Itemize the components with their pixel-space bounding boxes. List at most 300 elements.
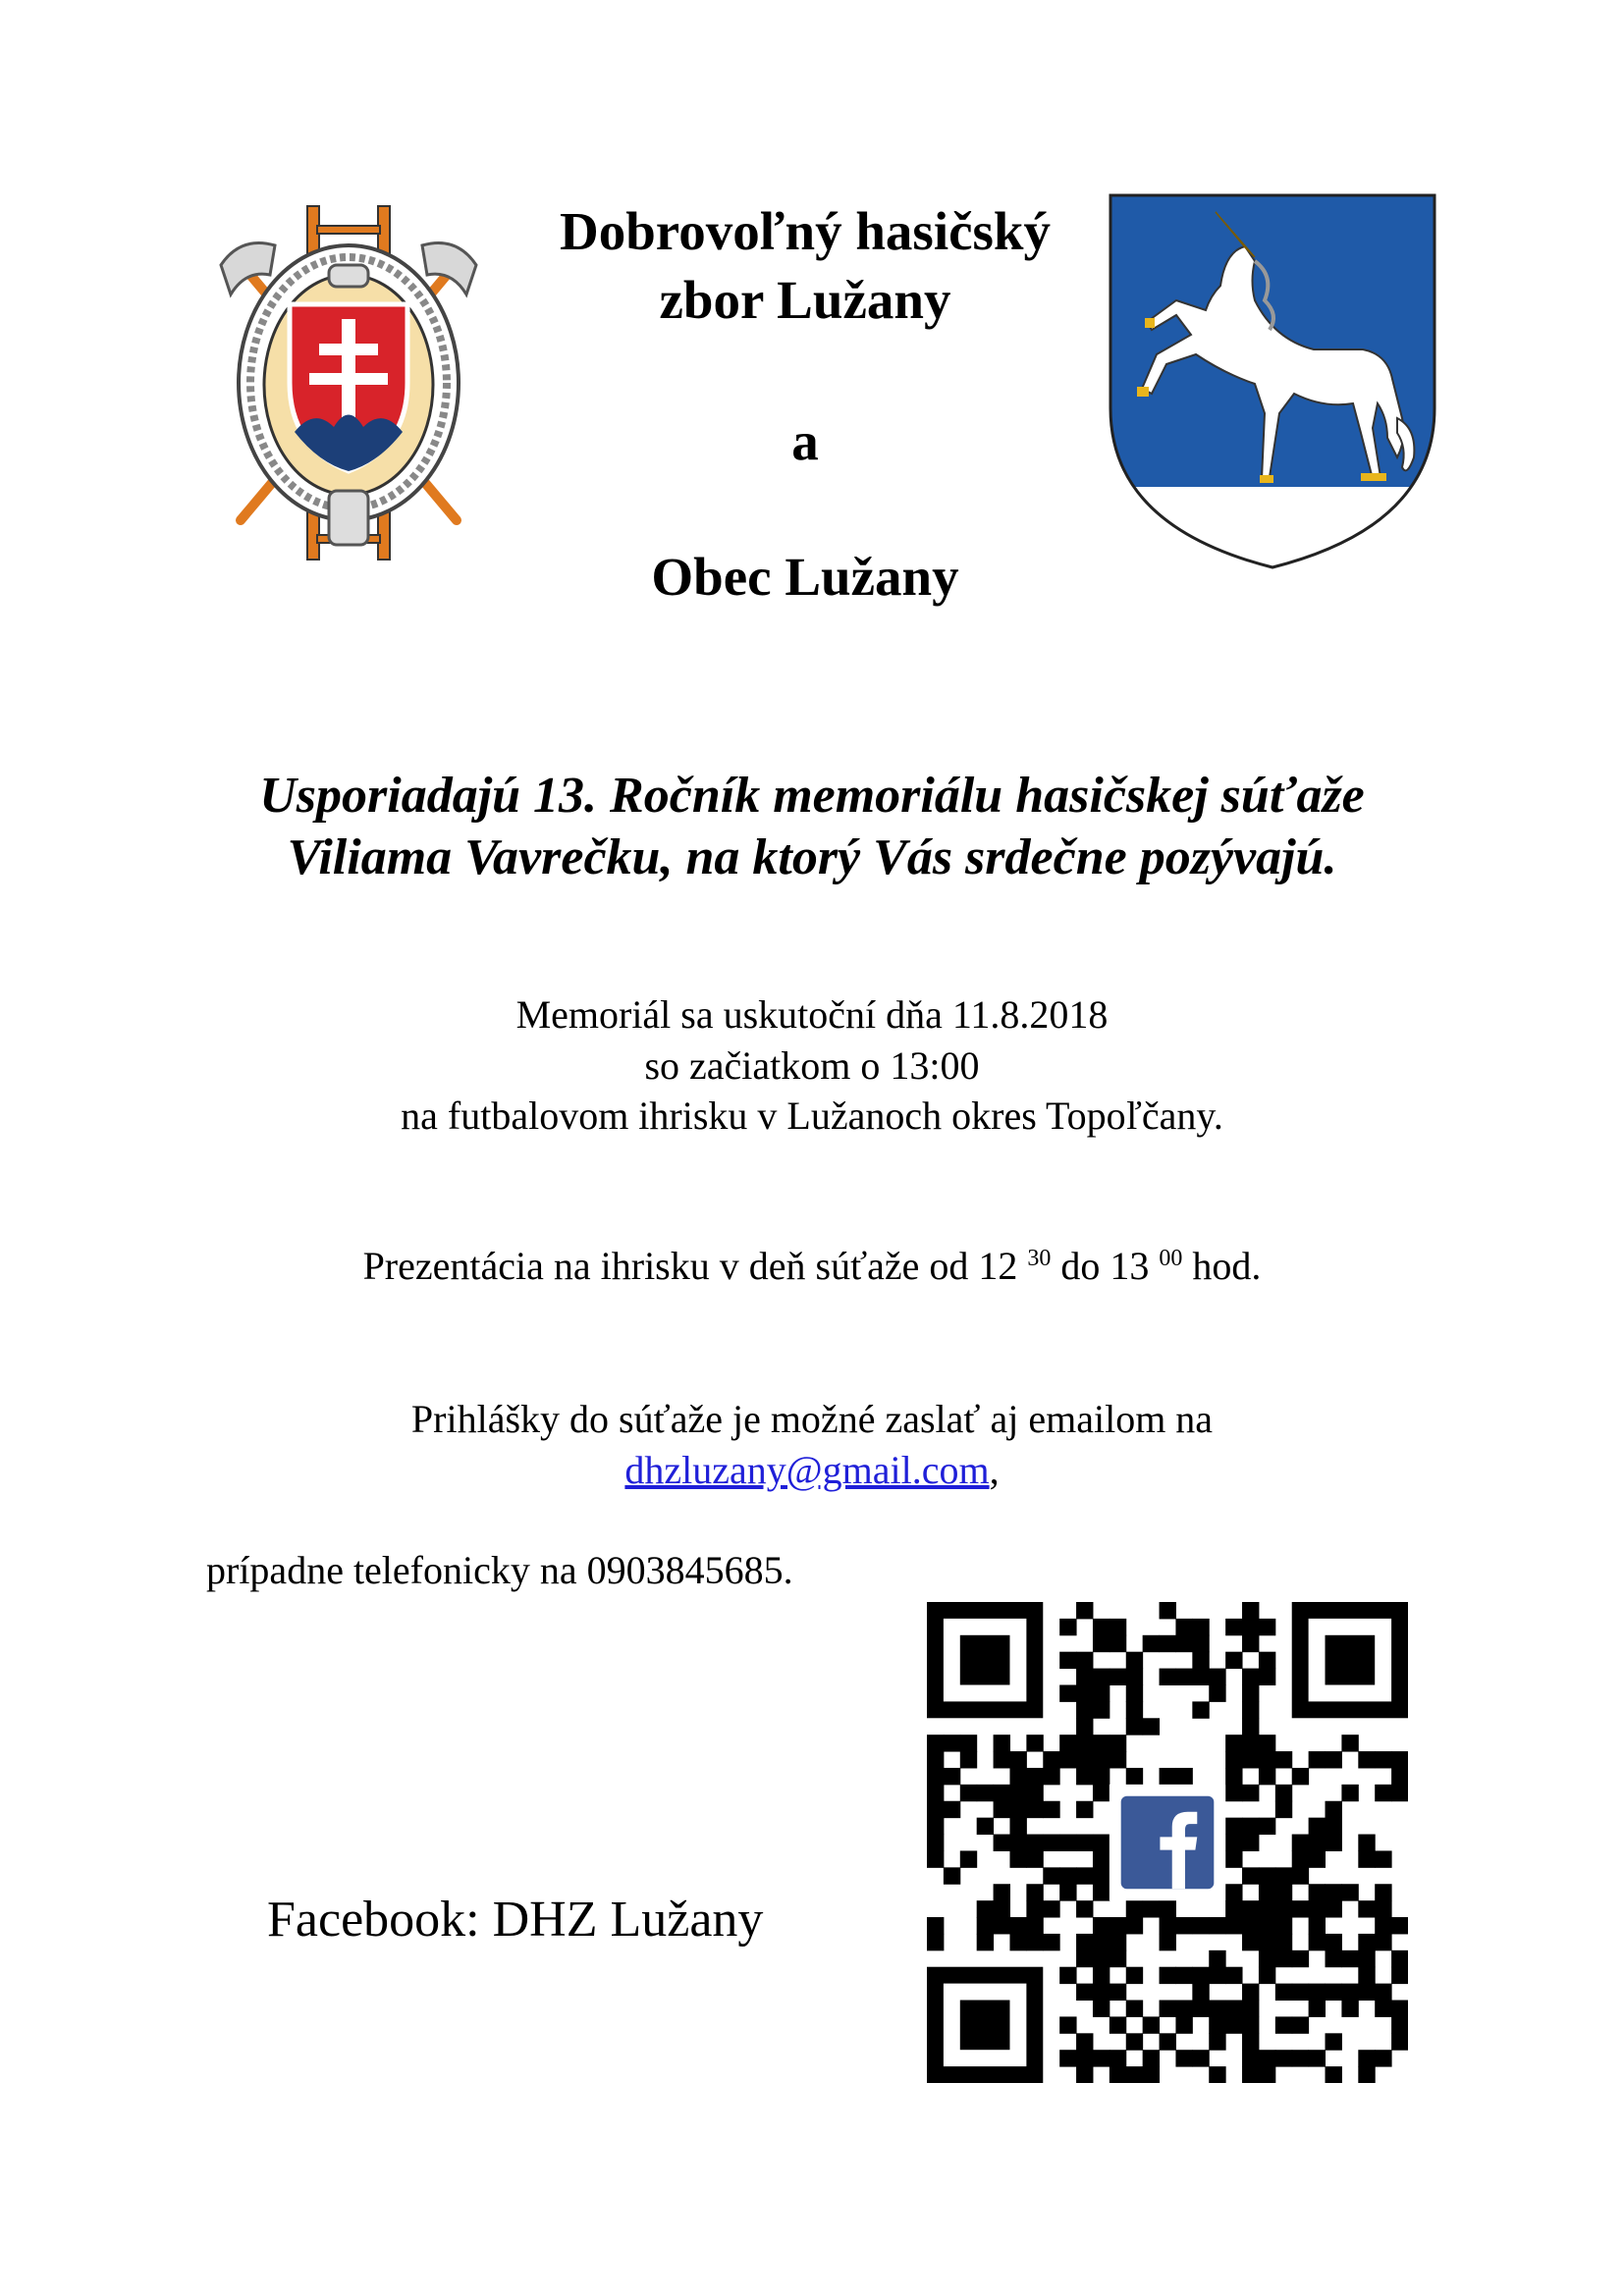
qr-module — [977, 1818, 994, 1835]
qr-module — [1275, 1950, 1292, 1967]
qr-module — [1009, 1768, 1026, 1785]
qr-module — [1009, 1850, 1026, 1867]
qr-module — [1259, 1917, 1275, 1934]
qr-module — [960, 1850, 977, 1867]
qr-module — [1126, 2001, 1143, 2017]
qr-module — [1076, 2050, 1093, 2066]
qr-module — [960, 1785, 977, 1801]
qr-module — [1275, 1884, 1292, 1900]
qr-module — [1242, 1835, 1259, 1851]
qr-module — [927, 1818, 944, 1835]
qr-module — [1175, 2001, 1192, 2017]
qr-module — [1076, 1602, 1093, 1619]
qr-module — [977, 1917, 994, 1934]
qr-module — [1358, 1850, 1375, 1867]
qr-module — [1242, 2016, 1259, 2033]
qr-module — [1309, 1835, 1326, 1851]
memorial-start-time: so začiatkom o 13:00 — [644, 1043, 980, 1088]
qr-module — [1192, 1967, 1209, 1984]
qr-module — [1026, 1850, 1043, 1867]
qr-module — [994, 1835, 1010, 1851]
qr-module — [994, 1884, 1010, 1900]
qr-module — [1225, 1735, 1242, 1751]
qr-module — [1326, 1751, 1342, 1768]
qr-module — [1009, 1785, 1026, 1801]
email-link[interactable]: dhzluzany@gmail.com — [624, 1448, 990, 1492]
qr-module — [1160, 1635, 1176, 1652]
qr-module — [1341, 2001, 1358, 2017]
qr-module — [1175, 2016, 1192, 2033]
qr-module — [977, 1900, 994, 1917]
qr-module — [1160, 1917, 1176, 1934]
qr-module — [994, 1917, 1010, 1934]
qr-module — [1209, 2033, 1225, 2050]
qr-module — [1309, 1900, 1326, 1917]
qr-module — [1326, 1835, 1342, 1851]
qr-module — [1026, 1934, 1043, 1950]
heading-line-1: Dobrovoľný hasičský — [559, 201, 1052, 261]
qr-module — [1225, 1967, 1242, 1984]
qr-module — [1143, 1718, 1160, 1735]
facebook-logo-icon — [1110, 1785, 1225, 1900]
qr-module — [1093, 1867, 1110, 1884]
qr-module — [1093, 1850, 1110, 1867]
qr-module — [1059, 1652, 1076, 1669]
qr-module — [1242, 1867, 1259, 1884]
qr-module — [1026, 1884, 1043, 1900]
qr-module — [1391, 1967, 1408, 1984]
qr-module — [1375, 1785, 1391, 1801]
qr-module — [1126, 1768, 1143, 1785]
memorial-date: Memoriál sa uskutoční dňa 11.8.2018 — [515, 992, 1109, 1037]
qr-finder-pattern — [927, 1602, 1043, 1718]
qr-module — [1242, 1818, 1259, 1835]
qr-module — [1076, 1701, 1093, 1718]
qr-module — [1242, 2050, 1259, 2066]
registration-info: Prihlášky do súťaže je možné zaslať aj emailom na — [410, 1397, 1214, 1441]
qr-module — [1259, 1967, 1275, 1984]
presentation-time — [147, 1244, 1477, 1288]
qr-module — [1076, 1735, 1093, 1751]
qr-module — [1275, 1917, 1292, 1934]
qr-module — [1110, 1735, 1126, 1751]
qr-module — [1076, 1669, 1093, 1685]
qr-module — [1192, 2001, 1209, 2017]
qr-module — [1275, 1785, 1292, 1801]
qr-module — [1043, 1801, 1059, 1818]
presentation-sup-a: 30 — [1027, 1246, 1052, 1271]
qr-module — [1175, 1768, 1192, 1785]
qr-module — [1110, 1934, 1126, 1950]
qr-module — [1093, 2001, 1110, 2017]
qr-module — [1175, 1967, 1192, 1984]
qr-module — [1160, 1967, 1176, 1984]
qr-module — [1126, 1900, 1143, 1917]
qr-module — [927, 1768, 944, 1785]
qr-module — [1259, 1900, 1275, 1917]
qr-module — [1026, 1835, 1043, 1851]
qr-module — [1009, 1835, 1026, 1851]
qr-module — [1292, 1900, 1309, 1917]
qr-module — [1175, 1619, 1192, 1635]
qr-module — [1259, 1884, 1275, 1900]
qr-module — [1341, 1984, 1358, 2001]
qr-module — [927, 1934, 944, 1950]
qr-module — [1076, 1934, 1093, 1950]
qr-module — [1126, 1967, 1143, 1984]
qr-module — [1175, 1669, 1192, 1685]
qr-module — [994, 1900, 1010, 1917]
qr-module — [1026, 1735, 1043, 1751]
qr-module — [1192, 1635, 1209, 1652]
qr-module — [1043, 1835, 1059, 1851]
qr-module — [1175, 1917, 1192, 1934]
qr-module — [1292, 2050, 1309, 2066]
qr-module — [1110, 1619, 1126, 1635]
qr-module — [1160, 1768, 1176, 1785]
qr-module — [927, 1735, 944, 1751]
qr-module — [1225, 1818, 1242, 1835]
qr-module — [1093, 1934, 1110, 1950]
qr-module — [1059, 1619, 1076, 1635]
qr-module — [1275, 1984, 1292, 2001]
qr-module — [1242, 1900, 1259, 1917]
qr-module — [1209, 2016, 1225, 2033]
qr-module — [1375, 2001, 1391, 2017]
email-comma: , — [989, 1448, 1000, 1492]
qr-module — [1059, 2050, 1076, 2066]
qr-module — [1242, 1718, 1259, 1735]
qr-module — [1326, 1900, 1342, 1917]
qr-finder-pattern — [1292, 1602, 1408, 1718]
heading-line-municipality: Obec Lužany — [651, 547, 959, 607]
qr-module — [1225, 1652, 1242, 1669]
qr-module — [1076, 1900, 1093, 1917]
qr-module — [1259, 1751, 1275, 1768]
qr-module — [1143, 2050, 1160, 2066]
qr-module — [1110, 1984, 1126, 2001]
qr-module — [1225, 2016, 1242, 2033]
qr-module — [1225, 1884, 1242, 1900]
qr-module — [1225, 1751, 1242, 1768]
qr-module — [1059, 2016, 1076, 2033]
qr-module — [1126, 1701, 1143, 1718]
qr-module — [1093, 1635, 1110, 1652]
qr-module — [1375, 1751, 1391, 1768]
qr-module — [1275, 2050, 1292, 2066]
qr-module — [1326, 2066, 1342, 2083]
qr-module — [1242, 1669, 1259, 1685]
qr-module — [1209, 1967, 1225, 1984]
qr-module — [1160, 1934, 1176, 1950]
qr-module — [1126, 2033, 1143, 2050]
qr-module — [1375, 1884, 1391, 1900]
qr-module — [927, 1850, 944, 1867]
heading-conjunction: a — [791, 411, 819, 471]
qr-module — [1242, 2066, 1259, 2083]
qr-module — [1160, 2001, 1176, 2017]
qr-module — [1326, 2033, 1342, 2050]
qr-module — [1391, 2016, 1408, 2033]
qr-module — [1326, 1984, 1342, 2001]
qr-module — [1225, 1850, 1242, 1867]
qr-module — [1026, 1900, 1043, 1917]
qr-module — [1259, 1768, 1275, 1785]
qr-module — [1292, 1768, 1309, 1785]
qr-module — [1375, 1850, 1391, 1867]
qr-module — [1093, 2050, 1110, 2066]
qr-module — [1175, 2050, 1192, 2066]
qr-module — [1242, 1735, 1259, 1751]
qr-module — [1358, 1984, 1375, 2001]
qr-module — [1076, 1801, 1093, 1818]
invitation-line-1: Usporiadajú 13. Ročník memoriálu hasičskej súťaže — [259, 768, 1365, 824]
qr-module — [1043, 1934, 1059, 1950]
qr-module — [1341, 1785, 1358, 1801]
qr-module — [1209, 1684, 1225, 1701]
qr-module — [1225, 1917, 1242, 1934]
qr-module — [1242, 1602, 1259, 1619]
presentation-text-a: Prezentácia na ihrisku v deň súťaže od 12 — [362, 1244, 1028, 1288]
qr-module — [1093, 1884, 1110, 1900]
qr-module — [927, 1835, 944, 1851]
qr-module — [1259, 1735, 1275, 1751]
qr-module — [1242, 1751, 1259, 1768]
qr-module — [1292, 2016, 1309, 2033]
qr-module — [1076, 1684, 1093, 1701]
qr-module — [1242, 2033, 1259, 2050]
qr-module — [960, 1735, 977, 1751]
qr-module — [1110, 1751, 1126, 1768]
fire-brigade-emblem-icon — [201, 196, 496, 564]
qr-module — [1192, 1669, 1209, 1685]
qr-module — [1358, 2066, 1375, 2083]
qr-module — [1059, 1867, 1076, 1884]
qr-module — [1259, 2066, 1275, 2083]
qr-module — [1242, 1619, 1259, 1635]
qr-module — [1143, 2016, 1160, 2033]
unicorn-coat-of-arms-icon — [1108, 192, 1437, 570]
qr-module — [1259, 1934, 1275, 1950]
qr-module — [1192, 1984, 1209, 2001]
qr-module — [994, 1735, 1010, 1751]
qr-module — [1192, 1701, 1209, 1718]
qr-module — [960, 1751, 977, 1768]
qr-module — [1126, 1669, 1143, 1685]
qr-module — [927, 1751, 944, 1768]
qr-module — [1242, 1701, 1259, 1718]
qr-module — [1358, 1934, 1375, 1950]
qr-module — [1358, 1950, 1375, 1967]
presentation-text-c: hod. — [1182, 1244, 1262, 1288]
qr-module — [1076, 1950, 1093, 1967]
qr-module — [1043, 1751, 1059, 1768]
qr-module — [1391, 1751, 1408, 1768]
qr-module — [1026, 1768, 1043, 1785]
qr-module — [1341, 1735, 1358, 1751]
qr-module — [1225, 2001, 1242, 2017]
qr-module — [1192, 1917, 1209, 1934]
qr-module — [927, 1917, 944, 1934]
qr-module — [1110, 1635, 1126, 1652]
qr-module — [1259, 1652, 1275, 1669]
qr-module — [1391, 1917, 1408, 1934]
qr-module — [1093, 1785, 1110, 1801]
qr-module — [977, 1934, 994, 1950]
qr-module — [1076, 2033, 1093, 2050]
qr-finder-pattern — [927, 1967, 1043, 2083]
qr-module — [1358, 1967, 1375, 1984]
qr-module — [1225, 1768, 1242, 1785]
qr-module — [1326, 1950, 1342, 1967]
qr-module — [1242, 1635, 1259, 1652]
qr-module — [1309, 2050, 1326, 2066]
qr-module — [1292, 1984, 1309, 2001]
qr-module — [1259, 2050, 1275, 2066]
qr-module — [927, 1785, 944, 1801]
qr-module — [1076, 1718, 1093, 1735]
qr-module — [1375, 1900, 1391, 1917]
qr-module — [1259, 1619, 1275, 1635]
qr-module — [1309, 1917, 1326, 1934]
qr-module — [1093, 1768, 1110, 1785]
qr-module — [1026, 1801, 1043, 1818]
qr-module — [1093, 1751, 1110, 1768]
qr-module — [1076, 2066, 1093, 2083]
qr-module — [1375, 2050, 1391, 2066]
qr-module — [1076, 1835, 1093, 1851]
qr-module — [1126, 1684, 1143, 1701]
qr-module — [1225, 1835, 1242, 1851]
qr-module — [1009, 1751, 1026, 1768]
qr-module — [1026, 1917, 1043, 1934]
qr-module — [1242, 1785, 1259, 1801]
qr-module — [1326, 1884, 1342, 1900]
qr-module — [994, 1801, 1010, 1818]
qr-module — [1076, 1652, 1093, 1669]
qr-module — [1358, 2050, 1375, 2066]
qr-module — [1209, 1950, 1225, 1967]
qr-module — [1026, 1785, 1043, 1801]
qr-module — [1341, 1884, 1358, 1900]
qr-module — [944, 1735, 960, 1751]
qr-module — [1225, 1900, 1242, 1917]
qr-module — [1391, 1768, 1408, 1785]
facebook-label: Facebook: DHZ Lužany — [267, 1892, 764, 1948]
invitation-line-2: Viliama Vavrečku, na ktorý Vás srdečne pozývajú. — [287, 829, 1337, 885]
qr-module — [1225, 1619, 1242, 1635]
qr-module — [1093, 1917, 1110, 1934]
registration-email-line — [147, 1448, 1477, 1492]
qr-module — [1259, 1950, 1275, 1967]
qr-module — [1275, 1867, 1292, 1884]
qr-module — [1076, 1984, 1093, 2001]
qr-module — [1358, 1835, 1375, 1851]
qr-module — [994, 1751, 1010, 1768]
qr-module — [1059, 1967, 1076, 1984]
qr-module — [1059, 1684, 1076, 1701]
qr-module — [1110, 1950, 1126, 1967]
qr-module — [1391, 2001, 1408, 2017]
qr-module — [944, 1801, 960, 1818]
qr-module — [1375, 1984, 1391, 2001]
qr-module — [1309, 1850, 1326, 1867]
qr-module — [944, 1768, 960, 1785]
qr-module — [1292, 1950, 1309, 1967]
qr-module — [1043, 1867, 1059, 1884]
qr-module — [1160, 2033, 1176, 2050]
qr-module — [1242, 1984, 1259, 2001]
qr-module — [1093, 1967, 1110, 1984]
qr-module — [1093, 1950, 1110, 1967]
qr-module — [1209, 1669, 1225, 1685]
qr-module — [1292, 1867, 1309, 1884]
qr-module — [1093, 1835, 1110, 1851]
qr-module — [1126, 1652, 1143, 1669]
qr-module — [1059, 1735, 1076, 1751]
qr-module — [1093, 1735, 1110, 1751]
qr-module — [1326, 1801, 1342, 1818]
qr-module — [1375, 1934, 1391, 1950]
qr-module — [1110, 1917, 1126, 1934]
qr-module — [1126, 1718, 1143, 1735]
memorial-location: na futbalovom ihrisku v Lužanoch okres Topoľčany. — [401, 1094, 1223, 1138]
qr-module — [1126, 2066, 1143, 2083]
qr-module — [1076, 1867, 1093, 1884]
qr-module — [1160, 1900, 1176, 1917]
presentation-text-b: do 13 — [1051, 1244, 1160, 1288]
qr-module — [994, 1785, 1010, 1801]
qr-module — [1093, 1701, 1110, 1718]
qr-module — [1093, 1984, 1110, 2001]
qr-module — [1143, 2066, 1160, 2083]
qr-module — [1126, 1917, 1143, 1934]
qr-module — [1143, 1900, 1160, 1917]
qr-module — [1275, 1751, 1292, 1768]
qr-module — [1358, 1751, 1375, 1768]
qr-module — [1259, 1669, 1275, 1685]
qr-module — [1043, 1768, 1059, 1785]
qr-module — [1275, 1801, 1292, 1818]
qr-module — [1059, 1884, 1076, 1900]
qr-module — [1358, 1900, 1375, 1917]
qr-module — [1309, 1818, 1326, 1835]
qr-module — [1059, 1751, 1076, 1768]
qr-module — [1242, 2001, 1259, 2017]
qr-module — [1391, 1950, 1408, 1967]
qr-module — [1209, 1917, 1225, 1934]
qr-module — [1275, 1934, 1292, 1950]
presentation-sup-b: 00 — [1159, 1246, 1183, 1271]
qr-module — [1009, 1917, 1026, 1934]
qr-module — [1110, 2066, 1126, 2083]
qr-module — [1209, 2001, 1225, 2017]
qr-module — [1225, 1785, 1242, 1801]
qr-module — [977, 1785, 994, 1801]
qr-module — [1192, 1619, 1209, 1635]
qr-module — [1391, 1785, 1408, 1801]
qr-module — [927, 1801, 944, 1818]
qr-module — [1093, 1669, 1110, 1685]
qr-module — [1192, 2050, 1209, 2066]
qr-code-icon[interactable] — [927, 1602, 1408, 2083]
qr-module — [1326, 1818, 1342, 1835]
qr-module — [1292, 1835, 1309, 1851]
qr-module — [1341, 1950, 1358, 1967]
qr-module — [1059, 1835, 1076, 1851]
qr-module — [1043, 1900, 1059, 1917]
qr-module — [1009, 1801, 1026, 1818]
